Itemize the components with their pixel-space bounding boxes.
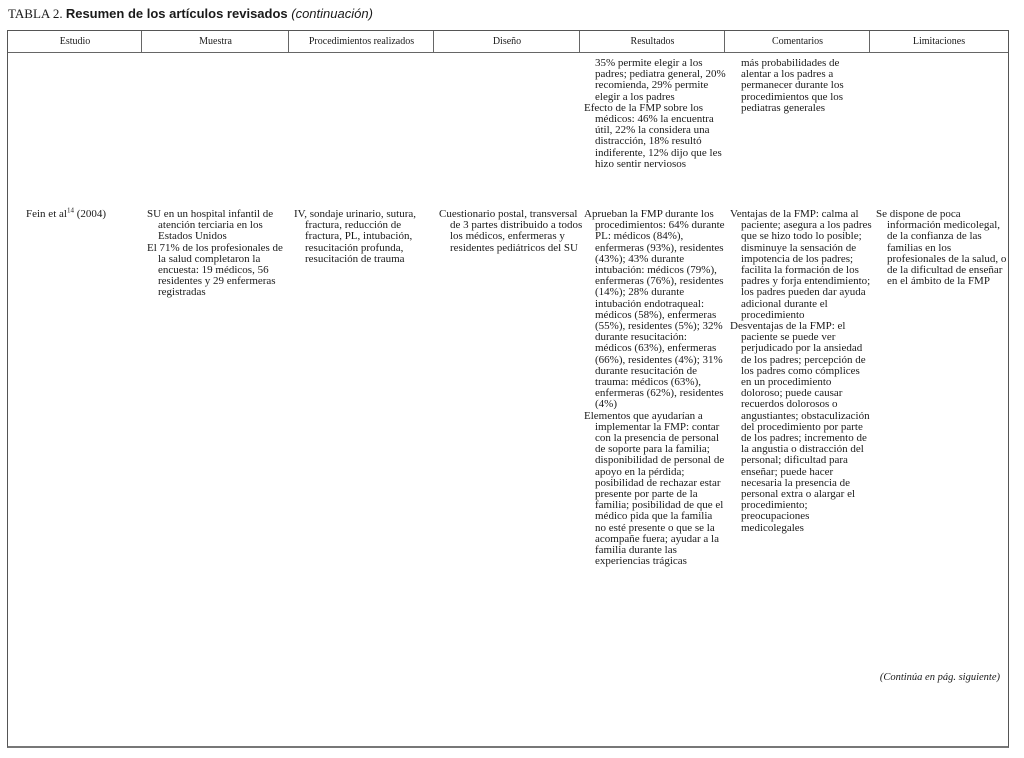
comentarios-item: Ventajas de la FMP: calma al paciente; asegura a los padres que se hizo todo lo posible; disminuye la sensación de impotencia de los padres; facilita la formación de los padres y forja entendimiento; los padres pueden dar ayuda adicional durante el procedimiento — [730, 208, 872, 321]
cell-procedimientos — [294, 209, 436, 265]
table-label: TABLA 2. — [8, 6, 66, 21]
continuation-footnote: (Continúa en pág. siguiente) — [879, 672, 1000, 683]
comentarios-continued — [730, 58, 872, 114]
header-procedimientos: Procedimientos realizados — [308, 36, 415, 47]
header-estudio: Estudio — [59, 36, 91, 47]
header-diseno: Diseño — [492, 36, 522, 47]
cell-muestra — [147, 209, 292, 299]
table-caption — [8, 6, 373, 22]
cell-resultados — [584, 209, 726, 568]
header-resultados: Resultados — [630, 36, 675, 47]
cell-comentarios — [730, 209, 872, 534]
header-limitaciones: Limitaciones — [912, 36, 966, 47]
resultados-item: Elementos que ayudarían a implementar la FMP: contar con la presencia de personal de soporte para la familia; disponibilidad de personal de apoyo en la pérdida; posibilidad de rechazar estar presente por parte de la familia; posibilidad de que el médico pida que la familia no esté presente o que se la acompañe fuera; ayudar a la familia durante las experiencias trágicas — [584, 409, 725, 568]
cell-limitaciones — [876, 209, 1010, 287]
table-header-row — [8, 31, 1008, 53]
study-author: Fein et al — [26, 208, 67, 220]
comentarios-continued-text: más probabilidades de alentar a los padres a permanecer durante los procedimientos que los pediatras generales — [741, 57, 844, 114]
cell-diseno — [439, 209, 583, 254]
resultados-continued-text: 35% permite elegir a los padres; pediatra general, 20% recomienda, 29% permite elegir a los padres — [595, 57, 726, 103]
table-title: Resumen de los artículos revisados — [65, 6, 292, 21]
header-muestra: Muestra — [199, 36, 232, 47]
header-comentarios: Comentarios — [771, 36, 824, 47]
resultados-item: Aprueban la FMP durante los procedimientos: 64% durante PL: médicos (84%), enfermeras (93%), residentes (43%); 43% durante intubación: médicos (79%), enfermeras (76%), residentes (14%); 28% durante intubación endotraqueal: médicos (58%), enfermeras (55%), residentes (5%); 32% durante resucitación: médicos (63%), enfermeras (66%), residentes (4%); 31% durante resucitación de trauma: médicos (63%), enfermeras (62%), residentes (4%) — [584, 208, 725, 411]
resultados-continued — [584, 58, 726, 170]
resultados-continued-text: Efecto de la FMP sobre los médicos: 46% la encuentra útil, 22% la considera una distracción, 18% resultó indiferente, 12% dijo que les hizo sentir nerviosos — [584, 101, 722, 170]
diseno-item: Cuestionario postal, transversal de 3 partes distribuido a todos los médicos, enfermeras y residentes pediátricos del SU — [439, 208, 583, 254]
muestra-item: El 71% de los profesionales de la salud completaron la encuesta: 19 médicos, 56 residentes y 29 enfermeras registradas — [147, 241, 283, 299]
comentarios-item: Desventajas de la FMP: el paciente se puede ver perjudicado por la ansiedad de los padres; percepción de los padres como cómplices en un procedimiento doloroso; puede causar recuerdos dolorosos o angustiantes; obstaculización del procedimiento por parte de los padres; incremento de la angustia o distracción del personal; dificultad para enseñar; puede hacer necesaria la presencia de personal extra o alargar el procedimiento; preocupaciones medicolegales — [730, 320, 870, 534]
table-continuation-note: (continuación) — [291, 6, 373, 21]
study-reference: 14 — [66, 206, 74, 215]
summary-table — [7, 30, 1009, 748]
cell-estudio — [26, 206, 146, 220]
study-year: (2004) — [73, 208, 107, 220]
procedimientos-item: IV, sondaje urinario, sutura, fractura, reducción de fractura, PL, intubación, resucitación profunda, resucitación de trauma — [294, 208, 416, 265]
muestra-item: SU en un hospital infantil de atención terciaria en los Estados Unidos — [147, 208, 274, 243]
limitaciones-item: Se dispone de poca información medicolegal, de la confianza de las familias en los profesionales de la salud, o de la dificultad de enseñar en el ámbito de la FMP — [876, 208, 1007, 288]
